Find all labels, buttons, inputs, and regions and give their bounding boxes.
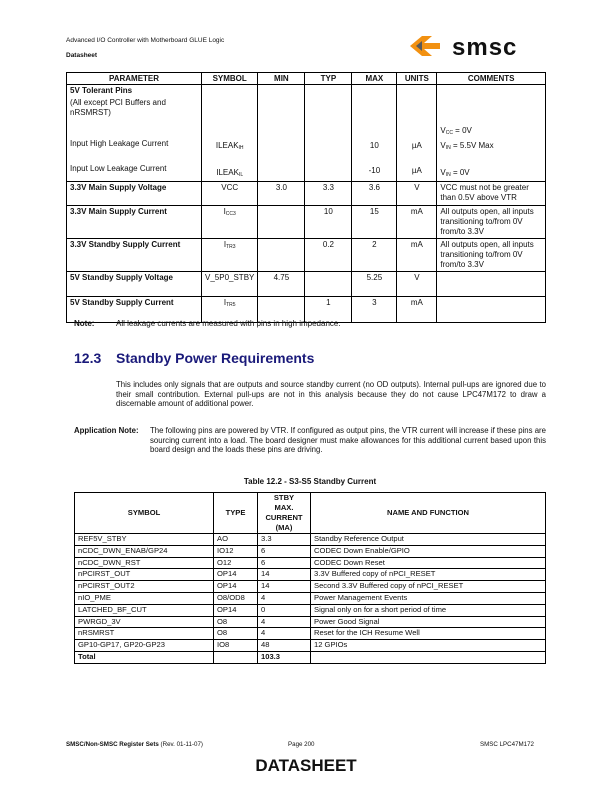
units-cell: mA [397,239,437,272]
function-cell: Reset for the ICH Resume Well [311,628,546,640]
group-title: 5V Tolerant Pins [70,86,133,95]
footer-right: SMSC LPC47M172 [480,741,534,748]
table-row [67,85,546,182]
svg-text:smsc: smsc [452,34,518,58]
note-text: All leakage currents are measured with pins in high impedance. [116,319,341,328]
comment-cell: VCC must not be greater than 0.5V above VTR [437,182,546,206]
total-value: 103.3 [258,651,311,663]
total-row [75,651,546,663]
function-cell: CODEC Down Enable/GPIO [311,545,546,557]
param-cell: 3.3V Main Supply Voltage [67,182,202,206]
symbol-cell: LATCHED_BF_CUT [75,604,214,616]
standby-current-table [74,492,546,664]
function-cell: CODEC Down Reset [311,557,546,569]
min-cell [258,239,305,272]
param-cell: 5V Standby Supply Current [67,297,202,323]
table-row [75,640,546,652]
table-caption: Table 12.2 - S3-S5 Standby Current [243,477,377,486]
max-cell: 5.25 [352,272,397,297]
note-label: Note: [74,319,95,328]
application-note-text: The following pins are powered by VTR. If configured as output pins, the VTR current will increase if these pins are sourcing current into a load. The board designer must make allowances for this additional current based upon this board design and the loads these pins are driving. [150,426,546,455]
min-cell: 3.0 [258,182,305,206]
symbol-cell [202,182,258,206]
section-heading [74,350,314,366]
doc-header-subtitle: Datasheet [66,52,98,59]
table-row [75,604,546,616]
table-row [75,557,546,569]
table-row [75,534,546,546]
symbol-cell: nPCIRST_OUT [75,569,214,581]
symbol-cell: PWRGD_3V [75,616,214,628]
table-row [67,239,546,272]
empty-cell [311,651,546,663]
table-row [75,581,546,593]
function-cell: Signal only on for a short period of time [311,604,546,616]
symbol-cell: GP10-GP17, GP20-GP23 [75,640,214,652]
units-cell: mA [397,297,437,323]
type-cell: IO12 [214,545,258,557]
symbol-cell: nPCIRST_OUT2 [75,581,214,593]
symbol-text: I [223,207,226,216]
application-note-label: Application Note: [74,426,139,435]
doc-header-title: Advanced I/O Controller with Motherboard GLUE Logic [66,37,225,44]
column-header: PARAMETER [67,73,202,85]
section-title: Standby Power Requirements [116,350,315,366]
section-number: 12.3 [74,350,102,366]
typ-cell [305,272,352,297]
typ-cell: 3.3 [305,182,352,206]
symbol-cell: nRSMRST [75,628,214,640]
column-header: MIN [258,73,305,85]
typ-cell: 1 [305,297,352,323]
comment-cell [437,297,546,323]
table-row [75,628,546,640]
column-header: SYMBOL [75,493,214,534]
max-cell: 10 [369,141,379,150]
column-header: NAME AND FUNCTION [311,493,546,534]
symbol-text: VCC [221,183,239,192]
current-cell: 6 [258,545,311,557]
table-row [75,545,546,557]
typ-cell: 0.2 [305,239,352,272]
current-cell: 3.3 [258,534,311,546]
param-cell: Input Low Leakage Current [70,164,167,173]
param-cell: 3.3V Standby Supply Current [67,239,202,272]
symbol-cell: nCDC_DWN_ENAB/GP24 [75,545,214,557]
symbol-text: I [223,298,227,307]
table-row [67,182,546,206]
symbol-subscript: TR5 [226,302,236,308]
function-cell: 3.3V Buffered copy of nPCI_RESET [311,569,546,581]
current-cell: 14 [258,569,311,581]
symbol-cell: $ILEAK_{IL}$ [216,168,244,178]
current-cell: 14 [258,581,311,593]
current-cell: 0 [258,604,311,616]
footer-datasheet: DATASHEET [255,756,357,775]
symbol-subscript: TR3 [226,244,236,250]
symbol-cell [202,239,258,272]
column-header: MAX [352,73,397,85]
table-row [75,592,546,604]
comment-cell: $V_{IN} = 5.5V$ Max [440,141,494,151]
type-cell: O12 [214,557,258,569]
symbol-cell: $ILEAK_{IH}$ [215,141,244,151]
function-cell: Standby Reference Output [311,534,546,546]
comment-cell: All outputs open, all inputs transitioning to/from 0V from/to 3.3V [437,239,546,272]
symbol-subscript: CC3 [225,211,236,217]
type-cell: AO [214,534,258,546]
type-cell: O8/OD8 [214,592,258,604]
current-cell: 6 [258,557,311,569]
param-cell: Input High Leakage Current [70,139,169,148]
units-cell: V [397,272,437,297]
footer-page: Page 200 [288,741,315,748]
application-note [74,426,546,455]
type-cell: OP14 [214,604,258,616]
max-cell: 2 [352,239,397,272]
current-cell: 4 [258,592,311,604]
total-label: Total [75,651,214,663]
units-cell: µA [411,141,422,150]
min-cell [258,206,305,239]
function-cell: 12 GPIOs [311,640,546,652]
column-header: SYMBOL [202,73,258,85]
symbol-text: V_5P0_STBY [205,273,255,282]
type-cell: OP14 [214,569,258,581]
function-cell: Second 3.3V Buffered copy of nPCI_RESET [311,581,546,593]
group-subtitle: (All except PCI Buffers and nRSMRST) [70,98,166,117]
symbol-cell: REF5V_STBY [75,534,214,546]
param-cell: 5V Standby Supply Voltage [67,272,202,297]
max-cell: 3.6 [352,182,397,206]
electrical-characteristics-table [66,72,546,323]
column-header: UNITS [397,73,437,85]
current-cell: 4 [258,628,311,640]
column-header: TYP [305,73,352,85]
note [74,319,341,328]
symbol-cell: nIO_PME [75,592,214,604]
column-header: STBY MAX. CURRENT (MA) [258,493,311,534]
symbol-cell [202,272,258,297]
max-cell: -10 [368,166,381,175]
comment-cell: $V_{IN} = 0V$ [440,168,470,178]
comment-cell: $V_{CC} = 0V$ [440,126,472,136]
units-cell: V [397,182,437,206]
smsc-logo [410,34,546,58]
type-cell: OP14 [214,581,258,593]
table-row [75,569,546,581]
current-cell: 48 [258,640,311,652]
section-paragraph: This includes only signals that are outputs and source standby current (no OD outputs). Internal pull-ups are ignored due to their small contribution. External pull-ups are not in this analysis because they do not cause LPC47M172 to draw a discernable amount of additional power. [116,380,546,409]
type-cell: IO8 [214,640,258,652]
type-cell: O8 [214,616,258,628]
min-cell: 4.75 [258,272,305,297]
symbol-cell [202,206,258,239]
max-cell: 15 [352,206,397,239]
comment-cell: All outputs open, all inputs transitioning to/from 0V from/to 3.3V [437,206,546,239]
column-header: COMMENTS [437,73,546,85]
function-cell: Power Management Events [311,592,546,604]
units-cell: mA [397,206,437,239]
symbol-text: I [223,240,227,249]
max-cell: 3 [352,297,397,323]
table-row [75,616,546,628]
table-row [67,272,546,297]
param-cell: 3.3V Main Supply Current [67,206,202,239]
table-row [67,206,546,239]
empty-cell [214,651,258,663]
function-cell: Power Good Signal [311,616,546,628]
type-cell: O8 [214,628,258,640]
comment-cell [437,272,546,297]
footer-left: SMSC/Non-SMSC Register Sets (Rev. 01-11-07) [66,741,203,748]
symbol-cell: nCDC_DWN_RST [75,557,214,569]
column-header: TYPE [214,493,258,534]
units-cell: µA [411,166,422,175]
typ-cell: 10 [305,206,352,239]
current-cell: 4 [258,616,311,628]
